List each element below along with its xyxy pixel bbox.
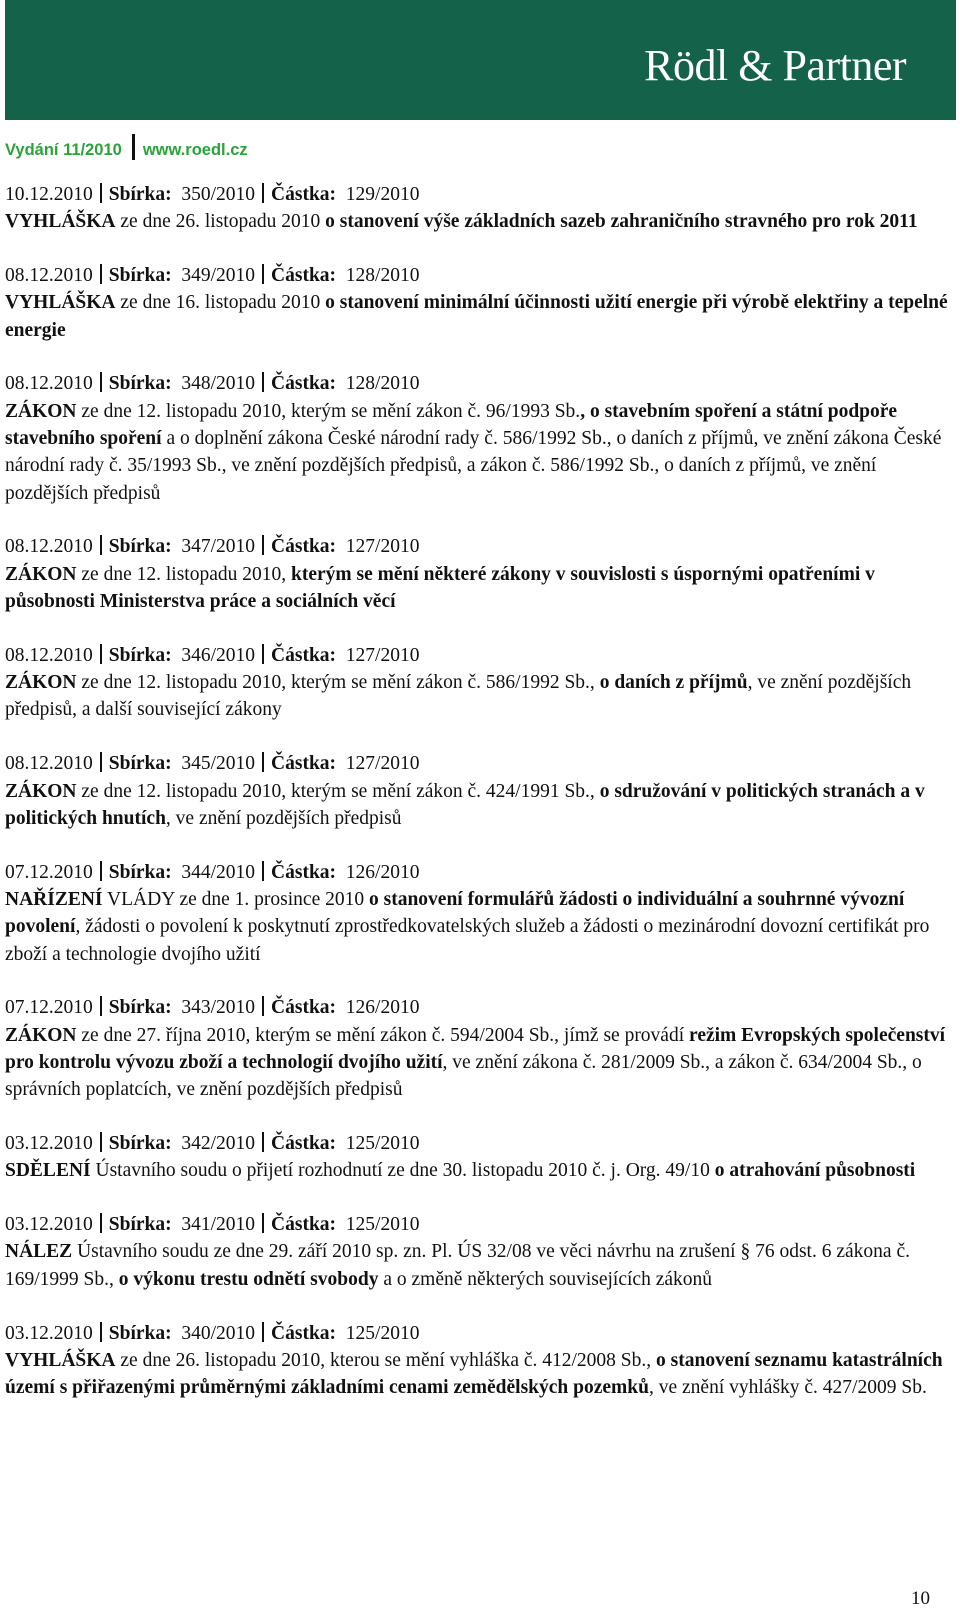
entry-description [5, 1347, 955, 1402]
separator-bar [100, 861, 102, 881]
castka-label: Částka: [271, 373, 337, 395]
description-bold-text: ZÁKON [5, 400, 77, 422]
castka-label: Částka: [271, 861, 337, 883]
entry-date: 03.12.2010 [5, 1214, 93, 1236]
separator-bar [262, 372, 264, 392]
sbirka-number: 350/2010 [181, 184, 256, 205]
legislation-list [5, 181, 955, 1428]
sbirka-label: Sbírka: [108, 753, 172, 775]
page-number: 10 [911, 1588, 930, 1609]
entry-meta [5, 642, 955, 669]
entry-description [5, 669, 955, 724]
description-text: ze dne 16. listopadu 2010 [115, 292, 326, 314]
separator-bar [262, 1322, 264, 1342]
castka-label: Částka: [271, 1133, 337, 1155]
description-bold-text: o stanovení výše základních sazeb zahraničního stravného pro rok 2011 [325, 211, 918, 233]
entry-meta [5, 859, 955, 886]
separator-bar [262, 996, 264, 1016]
description-text: ze dne 12. listopadu 2010, kterým se mění zákon č. 586/1992 Sb., [76, 672, 600, 694]
separator-bar [100, 264, 102, 284]
entry-description [5, 1238, 955, 1293]
separator-bar [100, 372, 102, 392]
entry-meta [5, 750, 955, 777]
description-text: Ústavního soudu ze dne 29. září 2010 sp. zn. Pl. ÚS 32/08 ve věci návrhu na zrušení § 76 odst. 6 zákona č. 169/1999 Sb., [5, 1241, 910, 1290]
legislation-entry [5, 642, 955, 724]
description-bold-text: režim Evropských společenství pro kontrolu vývozu zboží a technologií dvojího užití [5, 1024, 946, 1073]
castka-label: Částka: [271, 1214, 337, 1236]
separator-bar [262, 861, 264, 881]
castka-label: Částka: [271, 536, 337, 558]
description-bold-text: kterým se mění některé zákony v souvislosti s úspornými opatřeními v působnosti Ministerstva práce a sociálních věcí [5, 563, 875, 613]
separator-bar [100, 1132, 102, 1152]
entry-meta [5, 1320, 955, 1347]
description-bold-text: , o stavebním spoření a státní podpoře stavebního spoření [5, 400, 898, 450]
separator-bar [100, 183, 102, 203]
legislation-entry [5, 750, 955, 832]
description-bold-text: ZÁKON [5, 780, 77, 802]
legislation-entry [5, 370, 955, 506]
castka-label: Částka: [271, 1322, 337, 1344]
sbirka-label: Sbírka: [108, 861, 172, 883]
castka-number: 125/2010 [345, 1214, 420, 1236]
description-bold-text: ZÁKON [5, 563, 77, 585]
castka-number: 126/2010 [345, 861, 420, 883]
sbirka-label: Sbírka: [108, 1322, 172, 1344]
description-text: a o změně některých souvisejících zákonů [378, 1268, 713, 1290]
sbirka-label: Sbírka: [108, 1133, 172, 1155]
sbirka-label: Sbírka: [108, 644, 172, 666]
entry-date: 08.12.2010 [5, 753, 93, 775]
entry-description [5, 561, 955, 616]
castka-label: Částka: [271, 184, 337, 205]
sbirka-label: Sbírka: [108, 1214, 172, 1236]
entry-description [5, 398, 955, 507]
castka-label: Částka: [271, 997, 337, 1019]
entry-date: 07.12.2010 [5, 997, 93, 1019]
description-text: ze dne 26. listopadu 2010 [115, 211, 326, 233]
description-bold-text: o sdružování v politických stranách a v politických hnutích [5, 780, 925, 829]
description-text: ze dne 26. listopadu 2010, kterou se mění vyhláška č. 412/2008 Sb., [115, 1349, 657, 1371]
legislation-entry [5, 994, 955, 1103]
separator-bar [100, 996, 102, 1016]
entry-description [5, 1157, 955, 1184]
description-text: ze dne 12. listopadu 2010, kterým se mění zákon č. 96/1993 Sb. [76, 400, 581, 422]
edition-line [5, 134, 248, 160]
sbirka-number: 340/2010 [181, 1322, 256, 1344]
entry-date: 08.12.2010 [5, 644, 93, 666]
separator-bar [262, 264, 264, 284]
description-text: Ústavního soudu o přijetí rozhodnutí ze dne 30. listopadu 2010 č. j. Org. 49/10 [90, 1160, 715, 1182]
description-bold-text: NÁLEZ [5, 1241, 73, 1263]
castka-number: 129/2010 [345, 184, 420, 205]
separator-bar [262, 1213, 264, 1233]
legislation-entry [5, 1130, 955, 1185]
separator-bar [100, 644, 102, 664]
entry-date: 03.12.2010 [5, 1322, 93, 1344]
castka-label: Částka: [271, 644, 337, 666]
castka-number: 125/2010 [345, 1322, 420, 1344]
description-bold-text: ZÁKON [5, 672, 77, 694]
castka-number: 128/2010 [345, 265, 420, 287]
castka-label: Částka: [271, 753, 337, 775]
legislation-entry [5, 859, 955, 968]
entry-meta [5, 1130, 955, 1157]
description-text: a o doplnění zákona České národní rady č. 586/1992 Sb., o daních z příjmů, ve znění zákona České národní rady č. 35/1993 Sb., ve znění pozdějších předpisů, a zákon č. 586/1992 Sb., o daních z příjmů, ve znění pozdějších předpisů [5, 428, 942, 504]
entry-meta [5, 262, 955, 289]
description-text: , ve znění vyhlášky č. 427/2009 Sb. [648, 1377, 927, 1399]
sbirka-number: 342/2010 [181, 1133, 256, 1155]
castka-number: 126/2010 [345, 997, 420, 1019]
separator-bar [262, 1132, 264, 1152]
description-text: , žádosti o povolení k poskytnutí zprostředkovatelských služeb a žádosti o mezinárodní dovozní certifikát pro zboží a technologie dvojího užití [5, 916, 930, 965]
castka-label: Částka: [271, 265, 337, 287]
entry-date: 03.12.2010 [5, 1133, 93, 1155]
sbirka-number: 343/2010 [181, 997, 256, 1019]
castka-number: 128/2010 [345, 373, 420, 395]
sbirka-label: Sbírka: [108, 536, 172, 558]
website-link[interactable]: www.roedl.cz [142, 141, 248, 159]
description-text: ze dne 27. října 2010, kterým se mění zákon č. 594/2004 Sb., jímž se provádí [76, 1024, 690, 1046]
castka-number: 125/2010 [345, 1133, 420, 1155]
description-bold-text: o stanovení minimální účinnosti užití energie při výrobě elektřiny a tepelné energie [5, 292, 948, 341]
description-text: , ve znění pozdějších předpisů [165, 807, 402, 829]
entry-meta [5, 533, 955, 560]
sbirka-number: 341/2010 [181, 1214, 256, 1236]
description-bold-text: o stanovení formulářů žádosti o individuální a souhrnné vývozní povolení [5, 888, 905, 938]
header-banner [5, 0, 956, 120]
sbirka-number: 349/2010 [181, 265, 256, 287]
sbirka-number: 344/2010 [181, 861, 256, 883]
castka-number: 127/2010 [345, 536, 420, 558]
edition-label: Vydání 11/2010 [5, 141, 122, 159]
separator-bar [262, 752, 264, 772]
company-logo: Rödl & Partner [644, 41, 906, 90]
sbirka-label: Sbírka: [108, 265, 172, 287]
entry-meta [5, 1211, 955, 1238]
castka-number: 127/2010 [345, 644, 420, 666]
description-text: , ve znění pozdějších předpisů, a další související zákony [5, 672, 912, 721]
entry-meta [5, 181, 955, 208]
legislation-entry [5, 1320, 955, 1402]
separator-bar [262, 183, 264, 203]
separator-bar [100, 1322, 102, 1342]
legislation-entry [5, 533, 955, 615]
sbirka-label: Sbírka: [108, 997, 172, 1019]
description-bold-text: ZÁKON [5, 1024, 77, 1046]
separator-bar [100, 752, 102, 772]
entry-description [5, 208, 955, 235]
entry-date: 08.12.2010 [5, 265, 93, 287]
entry-description [5, 778, 955, 833]
sbirka-number: 348/2010 [181, 373, 256, 395]
entry-description [5, 1022, 955, 1104]
description-bold-text: VYHLÁŠKA [5, 292, 116, 314]
description-bold-text: o stanovení seznamu katastrálních území s přiřazenými průměrnými základními cenami zemědělských pozemků [5, 1349, 943, 1399]
description-text: ze dne 12. listopadu 2010, [76, 563, 291, 585]
description-bold-text: o atrahování působnosti [714, 1160, 916, 1182]
sbirka-number: 345/2010 [181, 753, 256, 775]
entry-meta [5, 994, 955, 1021]
entry-date: 08.12.2010 [5, 536, 93, 558]
edition-separator [132, 134, 135, 160]
separator-bar [262, 644, 264, 664]
legislation-entry [5, 181, 955, 236]
entry-date: 08.12.2010 [5, 373, 93, 395]
entry-meta [5, 370, 955, 397]
legislation-entry [5, 1211, 955, 1293]
description-text: VLÁDY ze dne 1. prosince 2010 [102, 888, 369, 910]
description-bold-text: SDĚLENÍ [5, 1160, 91, 1182]
entry-date: 07.12.2010 [5, 861, 93, 883]
entry-description [5, 289, 955, 344]
sbirka-number: 347/2010 [181, 536, 256, 558]
description-bold-text: VYHLÁŠKA [5, 211, 116, 233]
legislation-entry [5, 262, 955, 344]
separator-bar [262, 535, 264, 555]
sbirka-label: Sbírka: [108, 184, 172, 205]
separator-bar [100, 1213, 102, 1233]
description-text: , ve znění zákona č. 281/2009 Sb., a zákon č. 634/2004 Sb., o správních poplatcích, ve znění pozdějších předpisů [5, 1051, 922, 1101]
description-bold-text: VYHLÁŠKA [5, 1349, 116, 1371]
description-bold-text: NAŘÍZENÍ [5, 888, 103, 910]
description-bold-text: o výkonu trestu odnětí svobody [118, 1268, 379, 1290]
sbirka-label: Sbírka: [108, 373, 172, 395]
entry-date: 10.12.2010 [5, 184, 93, 205]
sbirka-number: 346/2010 [181, 644, 256, 666]
description-text: ze dne 12. listopadu 2010, kterým se mění zákon č. 424/1991 Sb., [76, 780, 600, 802]
entry-description [5, 886, 955, 968]
separator-bar [100, 535, 102, 555]
castka-number: 127/2010 [345, 753, 420, 775]
description-bold-text: o daních z příjmů [599, 672, 748, 694]
